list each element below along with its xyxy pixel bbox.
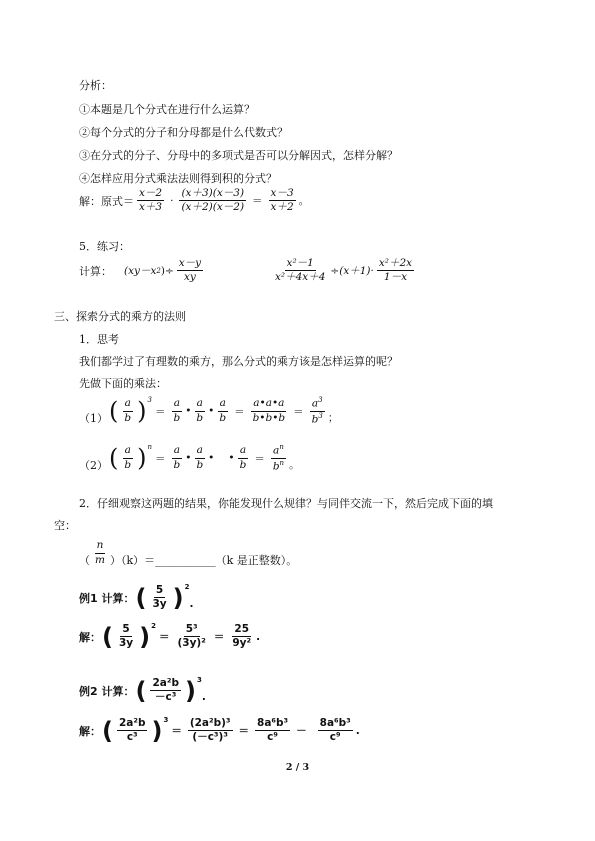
intro-paragraph: 我们都学过了有理数的乘方，那么分式的乘方该是怎样运算的呢？	[79, 355, 398, 368]
example-2-problem	[79, 675, 206, 705]
item-label: （1）	[79, 412, 108, 425]
multiplication-1	[79, 396, 338, 426]
example-1-problem	[79, 582, 194, 612]
equals-sign: ＝	[234, 405, 245, 418]
fraction: $\frac{\text{2a²b}}{\text{c³}}$	[118, 717, 146, 744]
think-label: 1．思考	[79, 333, 119, 346]
equals-sign: ＝	[252, 195, 263, 208]
observe-paragraph-line-1: 2．仔细观察这两题的结果，你能发现什么规律？与同伴交流一下，然后完成下面的填	[79, 497, 493, 510]
fraction: $\frac{\text{(2a²b)³}}{\text{(－c³)³}}$	[189, 717, 231, 744]
period: .	[256, 630, 261, 643]
practice-expression-1	[79, 258, 206, 283]
fraction: $\frac{\text{2a²b}}{\text{－c³}}$	[152, 677, 179, 704]
right-paren: )	[137, 397, 147, 425]
fill-in-blank	[79, 538, 297, 568]
expression-part: )÷	[160, 264, 174, 277]
dash: －	[296, 725, 307, 738]
dot-operator: ·	[170, 194, 174, 207]
fraction: $\frac{a}{b}$	[196, 444, 204, 471]
fraction: $\frac{a^n}{b^n}$	[272, 442, 285, 472]
analysis-question-4: ④怎样应用分式乘法法则得到积的分式？	[79, 172, 277, 185]
left-paren: （	[79, 554, 90, 567]
fraction: $\frac{\text{x²－1}}{\text{x²＋4x＋4}}$	[275, 257, 326, 284]
bullet-operator: •	[185, 405, 192, 417]
left-paren: (	[109, 444, 119, 472]
fraction: $\frac{5}{3y}$	[152, 584, 167, 611]
left-paren: (	[102, 622, 113, 651]
expression-part: (xy－x	[124, 265, 157, 278]
page-number: 2 / 3	[285, 762, 310, 773]
example-2-solution: 解： ( $\frac{\text{2a²b}}{\text{c³}}$ ) 3 ＝ $\frac{\text{(2a²b)³}}{\text{(－c³)³}}$ ＝ $\frac{\text{8a⁶b³}}{\text{c⁹}}$ － $\frac{\text{8a⁶b³}}{\text{c⁹}}$ .	[79, 715, 360, 745]
period: .	[201, 690, 206, 703]
right-paren: )	[172, 583, 184, 612]
power-k-text: ）（k）＝	[109, 554, 156, 567]
equals-sign: ＝	[254, 452, 265, 465]
instruction-text: 先做下面的乘法：	[79, 377, 167, 390]
exponent: 3	[196, 675, 202, 684]
superscript: 2	[156, 266, 161, 275]
example-1-solution: 解： ( $\frac{5}{3y}$ ) 2 ＝ $\frac{\text{5³}}{\text{(3y)²}}$ ＝ $\frac{25}{\text{9y²}}$ .	[79, 621, 261, 651]
fraction: $\frac{\text{x²＋2x}}{1-x}$	[378, 257, 413, 284]
exponent: 2	[184, 582, 190, 591]
blank-note: （k 是正整数）。	[215, 554, 298, 567]
bullet-operator: •	[208, 405, 215, 417]
fraction: $\frac{x-3}{x+2}$	[270, 187, 294, 214]
solution-expression	[79, 188, 309, 213]
example-2-title: 例2 计算：	[79, 684, 135, 698]
right-paren: )	[184, 676, 196, 705]
analysis-question-3: ③在分式的分子、分母中的多项式是否可以分解因式，怎样分解？	[79, 149, 398, 162]
section-heading: 三、探索分式的乘方的法则	[54, 310, 186, 323]
exponent: 3	[163, 715, 169, 724]
left-paren: (	[102, 716, 113, 745]
fraction: $\frac{a}{b}$	[239, 444, 247, 471]
fraction: $\frac{a}{b}$	[173, 444, 181, 471]
fraction: $\frac{a}{b}$	[219, 397, 227, 424]
fraction: $\frac{a}{b}$	[196, 397, 204, 424]
fraction: $\frac{\text{8a⁶b³}}{\text{c⁹}}$	[319, 717, 351, 744]
answer-blank[interactable]: ___________	[155, 553, 216, 567]
exponent: 3	[147, 396, 152, 404]
fraction: $\frac{x-2}{x+3}$	[139, 187, 163, 214]
solution-label: 解：	[79, 630, 101, 644]
practice-expression-2	[270, 258, 417, 283]
fraction: $\frac{a}{b}$	[124, 444, 132, 471]
solution-label: 解：	[79, 724, 101, 738]
fraction: $\frac{5}{3y}$	[118, 623, 134, 650]
solution-label: 解：原式＝	[79, 194, 134, 208]
exponent: 2	[151, 621, 156, 630]
exponent: n	[147, 443, 152, 451]
fraction: $\frac{(x+3)(x-3)}{(x+2)(x-2)}$	[181, 187, 245, 214]
analysis-question-1: ①本题是几个分式在进行什么运算？	[79, 103, 255, 116]
bullet-operator: •	[228, 452, 235, 464]
example-1-title: 例1 计算：	[79, 591, 135, 605]
right-paren: )	[151, 716, 163, 745]
expression-part: ÷(x＋1)·	[330, 265, 374, 278]
analysis-question-2: ②每个分式的分子和分母都是什么代数式？	[79, 126, 288, 139]
fraction: $\frac{x-y}{xy}$	[178, 257, 202, 284]
right-paren: )	[139, 622, 151, 651]
right-paren: )	[137, 444, 147, 472]
fraction: $\frac{a•a•a}{b•b•b}$	[252, 397, 286, 424]
practice-label: 计算：	[79, 264, 112, 278]
practice-title: 5．练习：	[79, 240, 130, 253]
analysis-title: 分析：	[79, 79, 112, 92]
equals-sign: ＝	[293, 405, 304, 418]
left-paren: (	[135, 676, 147, 705]
left-paren: (	[109, 397, 119, 425]
left-paren: (	[135, 583, 147, 612]
bullet-operator: •	[208, 452, 215, 464]
period: 。	[289, 458, 300, 471]
multiplication-2	[79, 443, 300, 473]
period: .	[189, 597, 194, 610]
fraction: $\frac{\text{5³}}{\text{(3y)²}}$	[177, 623, 206, 650]
fraction: $\frac{a}{b}$	[124, 397, 132, 424]
fraction: $\frac{a^3}{b^3}$	[311, 395, 323, 425]
fraction: $\frac{\text{8a⁶b³}}{\text{c⁹}}$	[257, 717, 289, 744]
period: 。	[298, 195, 310, 208]
period: .	[355, 724, 360, 737]
fraction: $\frac{n}{m}$	[95, 539, 105, 566]
semicolon: ；	[327, 411, 339, 424]
bullet-operator: •	[185, 452, 192, 464]
fraction: $\frac{25}{\text{9y²}}$	[232, 623, 252, 650]
equals-sign: ＝	[154, 405, 166, 418]
fraction: $\frac{a}{b}$	[173, 397, 181, 424]
item-label: （2）	[79, 459, 108, 472]
observe-paragraph-line-2: 空：	[54, 519, 76, 532]
equals-sign: ＝	[155, 452, 166, 465]
